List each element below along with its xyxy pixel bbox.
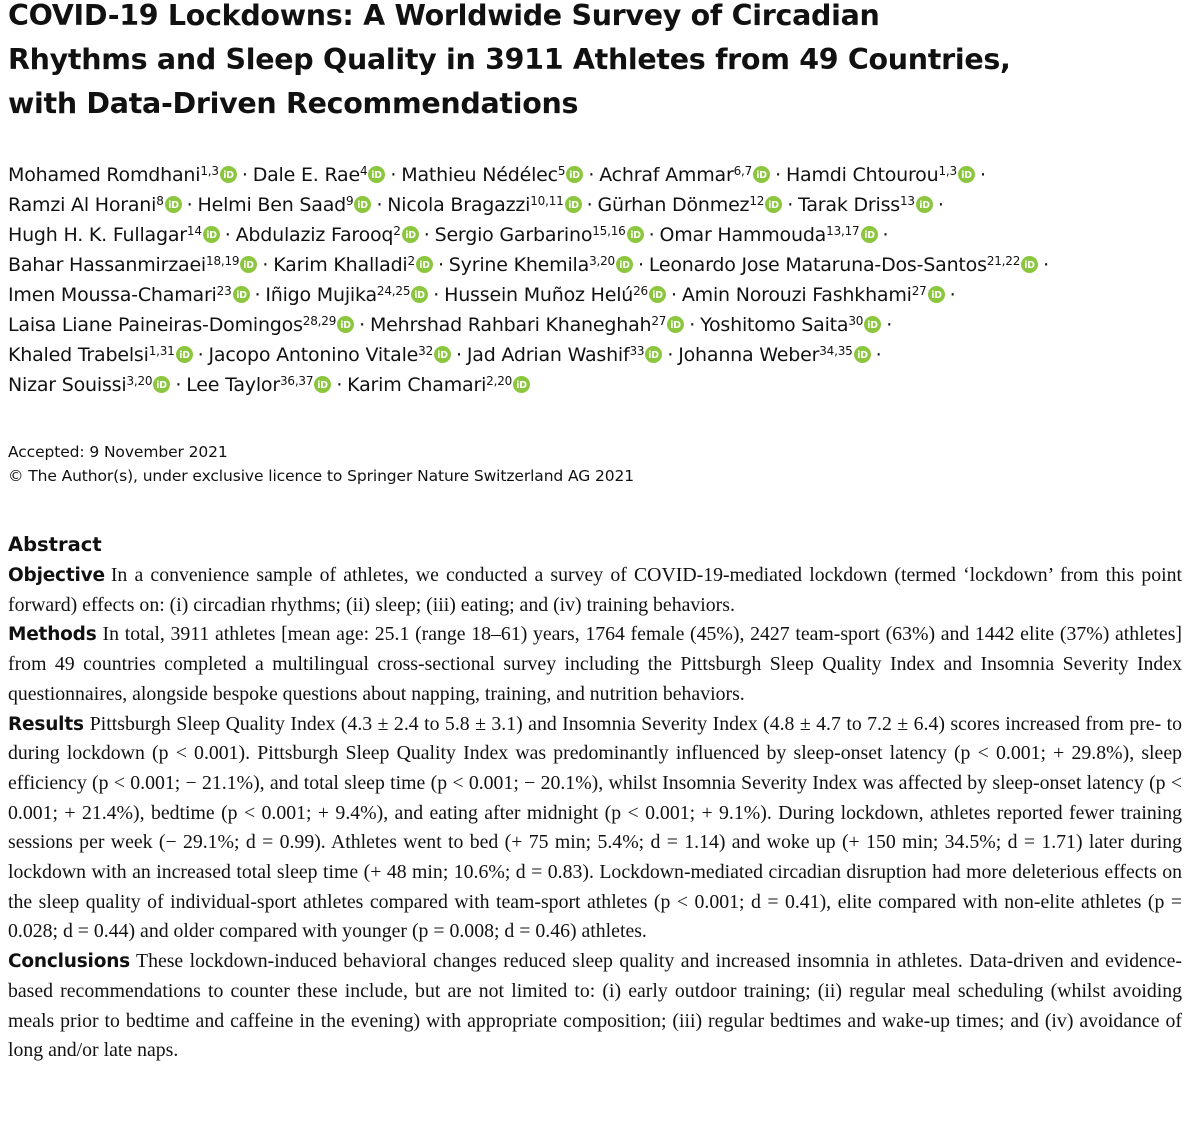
results-text: Pittsburgh Sleep Quality Index (4.3 ± 2.4 to 5.8 ± 3.1) and Insomnia Severity Index (4.8 ± 4.7 to 7.2 ± 6.4) scores increased from pre- to during lockdown (p < 0.001). Pittsburgh Sleep Quality Index was predominantly influenced by sleep-onset latency (p < 0.001; + 29.8%), sleep efficiency (p < 0.001; − 21.1%), and total sleep time (p < 0.001; − 20.1%), whilst Insomnia Severity Index was affected by sleep-onset latency (p < 0.001; + 21.4%), bedtime (p < 0.001; + 9.4%), and eating after midnight (p < 0.001; + 9.1%). During lockdown, athletes reported fewer training sessions per week (− 29.1%; d = 0.99). Athletes went to bed (+ 75 min; 5.4%; d = 1.14) and woke up (+ 150 min; 34.5%; d = 1.71) later during lockdown with an increased total sleep time (+ 48 min; 10.6%; d = 0.83). Lockdown-mediated circadian disruption had more deleterious effects on the sleep quality of individual-sport athletes compared with team-sport athletes (p < 0.001; d = 0.41), elite compared with non-elite athletes (p = 0.028; d = 0.44) and older compared with younger (p = 0.008; d = 0.46) athletes. [8, 712, 1182, 943]
author [265, 284, 428, 306]
author [8, 164, 237, 186]
svg-text:iD: iD [317, 379, 329, 391]
author [186, 374, 331, 396]
orcid-icon[interactable] [616, 256, 633, 273]
author-name: Abdulaziz Farooq [235, 224, 394, 246]
orcid-icon[interactable] [434, 346, 451, 363]
author-name: Ramzi Al Horani [8, 194, 157, 216]
svg-text:iD: iD [1024, 259, 1035, 271]
author [273, 254, 433, 276]
svg-text:iD: iD [863, 229, 875, 241]
author [387, 194, 581, 216]
author-line [8, 190, 1183, 220]
author-affiliation: 34,35 [819, 344, 853, 358]
orcid-icon[interactable] [153, 376, 170, 393]
author-separator: · [648, 224, 655, 246]
svg-text:iD: iD [619, 259, 630, 271]
author [798, 194, 933, 216]
author-separator: · [390, 164, 397, 186]
author [8, 374, 170, 396]
author-name: Johanna Weber [678, 344, 820, 366]
author-name: Hamdi Chtourou [785, 164, 939, 186]
abstract-methods [8, 620, 1182, 709]
article-meta [8, 440, 634, 488]
author-separator: · [586, 194, 593, 216]
author-separator: · [175, 374, 182, 396]
author [700, 314, 881, 336]
title-line: Rhythms and Sleep Quality in 3911 Athletes from 49 Countries, [8, 43, 1011, 76]
methods-text: In total, 3911 athletes [mean age: 25.1 (range 18–61) years, 1764 female (45%), 2427 team-sport (63%) and 1442 elite (37%) athletes] from 49 countries completed a multilingual cross-sectional survey including the Pittsburgh Sleep Quality Index and Insomnia Severity Index questionnaires, alongside bespoke questions about napping, training, and nutrition behaviors. [8, 623, 1182, 705]
author-separator: · [359, 314, 365, 336]
author [8, 194, 182, 216]
author [659, 224, 877, 246]
author-name: Hugh H. K. Fullagar [8, 224, 187, 246]
orcid-icon[interactable] [566, 166, 583, 183]
author-name: Jacopo Antonino Vitale [208, 344, 419, 366]
author-separator: · [433, 284, 440, 306]
author-affiliation: 3,20 [589, 254, 615, 268]
author-separator: · [186, 194, 193, 216]
author-separator: · [197, 344, 204, 366]
author-affiliation: 26 [633, 284, 648, 298]
abstract-objective [8, 561, 1182, 620]
author-name: Karim Chamari [347, 374, 487, 396]
author-name: Achraf Ammar [599, 164, 734, 186]
author-affiliation: 21,22 [986, 254, 1021, 268]
author-name: Nizar Souissi [8, 374, 127, 396]
author-name: Gürhan Dönmez [597, 194, 750, 216]
author-separator: · [588, 164, 595, 186]
author-name: Mohamed Romdhani [8, 164, 201, 186]
orcid-icon[interactable] [176, 346, 193, 363]
accepted-date: Accepted: 9 November 2021 [8, 443, 228, 461]
orcid-icon[interactable] [165, 196, 182, 213]
author [8, 284, 250, 306]
orcid-icon[interactable] [203, 226, 220, 243]
svg-text:iD: iD [357, 199, 369, 211]
author-affiliation: 27 [911, 284, 927, 298]
author-affiliation: 24,25 [376, 284, 411, 298]
orcid-icon[interactable] [861, 226, 878, 243]
orcid-icon[interactable] [354, 196, 371, 213]
title-line: COVID-19 Lockdowns: A Worldwide Survey of Circadian [8, 0, 880, 32]
author-name: Lee Taylor [186, 374, 280, 396]
author-affiliation: 4 [359, 164, 368, 178]
author-affiliation: 33 [629, 344, 645, 358]
author-name: Jad Adrian Washif [466, 344, 630, 366]
svg-text:iD: iD [756, 169, 767, 181]
objective-label: Objective [8, 565, 105, 586]
author-name: Laisa Liane Paineiras-Domingos [8, 314, 303, 336]
author-name: Helmi Ben Saad [197, 194, 347, 216]
orcid-icon[interactable] [958, 166, 975, 183]
author-affiliation: 6,7 [733, 164, 753, 178]
author-separator: · [937, 194, 944, 216]
orcid-icon[interactable] [411, 286, 428, 303]
svg-text:iD: iD [404, 229, 416, 241]
author [649, 254, 1038, 276]
orcid-icon[interactable] [337, 316, 354, 333]
svg-text:iD: iD [178, 349, 190, 361]
author [599, 164, 770, 186]
svg-text:iD: iD [648, 349, 660, 361]
author-line [8, 220, 1183, 250]
author-affiliation: 1,31 [148, 344, 175, 358]
orcid-icon[interactable] [753, 166, 770, 183]
svg-text:iD: iD [856, 349, 868, 361]
orcid-icon[interactable] [513, 376, 530, 393]
author-name: Bahar Hassanmirzaei [8, 254, 207, 276]
author-separator: · [882, 224, 889, 246]
author-affiliation: 8 [156, 194, 164, 208]
abstract-body [8, 561, 1182, 1066]
author-affiliation: 1,3 [200, 164, 219, 178]
orcid-icon[interactable] [854, 346, 871, 363]
orcid-icon[interactable] [220, 166, 237, 183]
author-affiliation: 36,37 [279, 374, 314, 388]
svg-text:iD: iD [419, 259, 430, 271]
svg-text:iD: iD [223, 169, 234, 181]
author-affiliation: 10,11 [530, 194, 564, 208]
author [449, 254, 633, 276]
author-name: Omar Hammouda [659, 224, 827, 246]
author [678, 344, 870, 366]
svg-text:iD: iD [167, 199, 179, 211]
author-separator: · [775, 164, 781, 186]
author-separator: · [262, 254, 269, 276]
author [370, 314, 684, 336]
svg-text:iD: iD [652, 289, 663, 301]
author-name: Khaled Trabelsi [8, 344, 149, 366]
conclusions-label: Conclusions [8, 951, 130, 973]
author-affiliation: 3,20 [126, 374, 153, 388]
svg-text:iD: iD [629, 229, 641, 241]
svg-text:iD: iD [961, 169, 972, 181]
author [8, 314, 354, 336]
orcid-icon[interactable] [314, 376, 331, 393]
orcid-icon[interactable] [402, 226, 419, 243]
orcid-icon[interactable] [416, 256, 433, 273]
author-line [8, 250, 1183, 280]
orcid-icon[interactable] [627, 226, 644, 243]
orcid-icon[interactable] [645, 346, 662, 363]
svg-text:iD: iD [205, 229, 217, 241]
author-affiliation: 12 [749, 194, 765, 208]
author-separator: · [875, 344, 882, 366]
author-name: Tarak Driss [798, 194, 900, 216]
author-separator: · [886, 314, 893, 336]
author-name: Hussein Muñoz Helú [444, 284, 634, 306]
author-name: Karim Khalladi [273, 254, 408, 276]
orcid-icon[interactable] [368, 166, 385, 183]
author-affiliation: 32 [418, 344, 434, 358]
orcid-icon[interactable] [240, 256, 257, 273]
orcid-icon[interactable] [1021, 256, 1038, 273]
author-separator: · [1043, 254, 1050, 276]
orcid-icon[interactable] [667, 316, 684, 333]
author [8, 344, 193, 366]
copyright-notice: © The Author(s), under exclusive licence to Springer Nature Switzerland AG 2021 [8, 467, 635, 485]
author-affiliation: 2 [407, 254, 415, 268]
author [8, 224, 220, 246]
author-separator: · [423, 224, 430, 246]
svg-text:iD: iD [930, 289, 942, 301]
orcid-icon[interactable] [916, 196, 933, 213]
author [467, 344, 662, 366]
conclusions-text: These lockdown-induced behavioral changes reduced sleep quality and increased insomnia in athletes. Data-driven and evidence-based recommendations to counter these include, but are not limited to: (i) early outdoor training; (ii) regular meal scheduling (whilst avoiding meals prior to bedtime and caffeine in the evening) with appropriate composition; (iii) regular bedtimes and wake-up times; and (iv) avoidance of long and/or late naps. [8, 950, 1182, 1062]
author-affiliation: 14 [186, 224, 202, 238]
author-name: Sergio Garbarino [434, 224, 593, 246]
svg-text:iD: iD [516, 379, 527, 391]
author-separator: · [671, 284, 677, 306]
author-name: Mehrshad Rahbari Khaneghah [369, 314, 652, 336]
orcid-icon[interactable] [565, 196, 582, 213]
svg-text:iD: iD [243, 259, 255, 271]
methods-label: Methods [8, 624, 97, 646]
results-label: Results [8, 713, 84, 735]
abstract-conclusions [8, 947, 1182, 1066]
author [236, 224, 419, 246]
author-separator: · [689, 314, 696, 336]
orcid-icon[interactable] [649, 286, 666, 303]
author [786, 164, 975, 186]
author-separator: · [949, 284, 956, 306]
svg-text:iD: iD [437, 349, 448, 361]
svg-text:iD: iD [156, 379, 168, 391]
author-separator: · [979, 164, 986, 186]
paper-title [8, 0, 1178, 126]
svg-text:iD: iD [340, 319, 351, 331]
svg-text:iD: iD [867, 319, 879, 331]
author-separator: · [241, 164, 248, 186]
author-name: Yoshitomo Saita [700, 314, 849, 336]
author-line [8, 280, 1183, 310]
author-affiliation: 13 [899, 194, 915, 208]
author-line [8, 370, 1183, 400]
author-affiliation: 9 [346, 194, 354, 208]
orcid-icon[interactable] [765, 196, 782, 213]
author-separator: · [667, 344, 674, 366]
author-affiliation: 23 [216, 284, 232, 298]
svg-text:iD: iD [670, 319, 682, 331]
author-name: Leonardo Jose Mataruna-Dos-Santos [648, 254, 987, 276]
author-separator: · [376, 194, 383, 216]
author-name: Syrine Khemila [448, 254, 590, 276]
author-separator: · [456, 344, 462, 366]
svg-text:iD: iD [371, 169, 383, 181]
author-affiliation: 27 [651, 314, 667, 328]
author [208, 344, 451, 366]
abstract-heading: Abstract [8, 533, 102, 556]
author-line [8, 340, 1183, 370]
objective-text: In a convenience sample of athletes, we conducted a survey of COVID-19-mediated lockdown (termed ‘lockdown’ from this point forward) effects on: (i) circadian rhythms; (ii) sleep; (iii) eating; and (iv) training behaviors. [8, 564, 1182, 616]
author-name: Nicola Bragazzi [387, 194, 531, 216]
author-name: Dale E. Rae [252, 164, 360, 186]
svg-text:iD: iD [567, 199, 579, 211]
orcid-icon[interactable] [928, 286, 945, 303]
author-name: Imen Moussa-Chamari [8, 284, 217, 306]
author-affiliation: 18,19 [206, 254, 240, 268]
author-line [8, 310, 1183, 340]
author-separator: · [336, 374, 343, 396]
author-affiliation: 15,16 [592, 224, 626, 238]
author [347, 374, 530, 396]
author-affiliation: 13,17 [826, 224, 860, 238]
author-separator: · [787, 194, 794, 216]
author-line [8, 160, 1183, 190]
svg-text:iD: iD [569, 169, 581, 181]
orcid-icon[interactable] [233, 286, 250, 303]
author [253, 164, 386, 186]
svg-text:iD: iD [414, 289, 426, 301]
author-name: Iñigo Mujika [265, 284, 377, 306]
author [401, 164, 583, 186]
author [597, 194, 782, 216]
author-separator: · [224, 224, 231, 246]
author-affiliation: 1,3 [938, 164, 957, 178]
author-list [8, 160, 1183, 400]
author-affiliation: 2,20 [486, 374, 513, 388]
author-separator: · [254, 284, 261, 306]
author [444, 284, 666, 306]
author-affiliation: 30 [848, 314, 864, 328]
author-affiliation: 28,29 [302, 314, 337, 328]
svg-text:iD: iD [768, 199, 780, 211]
author-name: Amin Norouzi Fashkhami [681, 284, 912, 306]
author-affiliation: 5 [557, 164, 566, 178]
author [198, 194, 372, 216]
svg-text:iD: iD [919, 199, 930, 211]
author-separator: · [437, 254, 444, 276]
author-separator: · [638, 254, 644, 276]
author-name: Mathieu Nédélec [401, 164, 558, 186]
svg-text:iD: iD [235, 289, 247, 301]
author-affiliation: 2 [393, 224, 401, 238]
author [682, 284, 945, 306]
author [8, 254, 257, 276]
abstract-results [8, 710, 1182, 948]
orcid-icon[interactable] [864, 316, 881, 333]
author [435, 224, 644, 246]
title-line: with Data-Driven Recommendations [8, 87, 579, 120]
